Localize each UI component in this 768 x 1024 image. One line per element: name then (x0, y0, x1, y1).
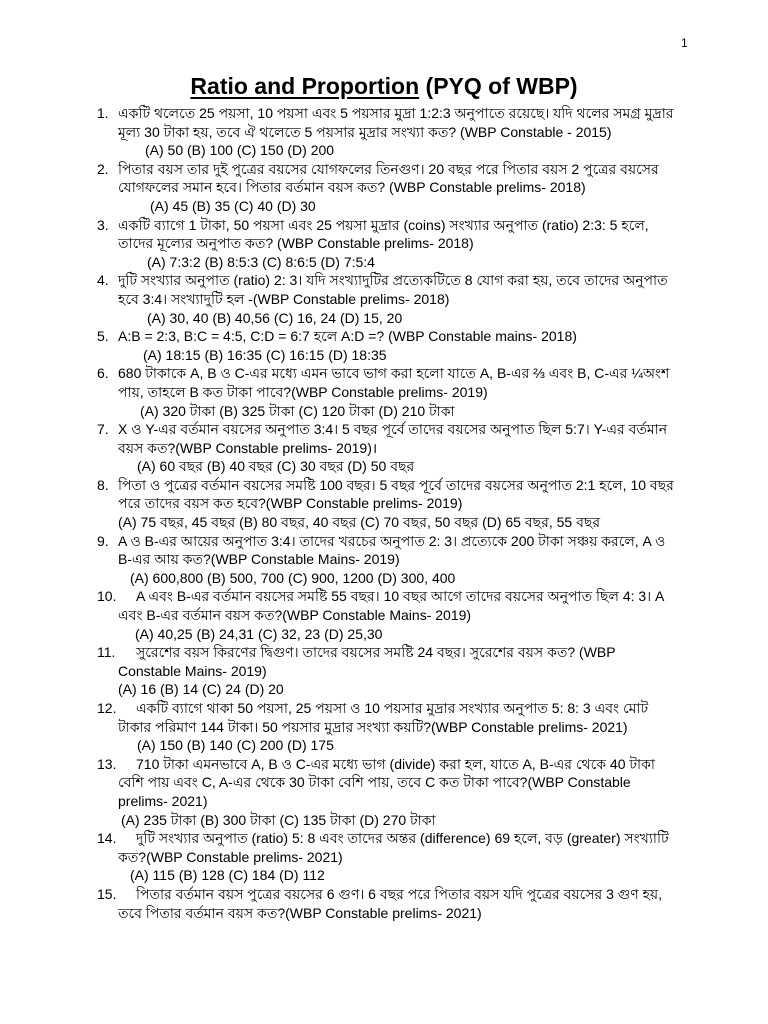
question-number: 10. (97, 588, 117, 605)
page-number: 1 (681, 36, 688, 50)
question-number: 1. (97, 105, 109, 121)
title-main: Ratio and Proportion (190, 73, 420, 99)
question-options: (A) 320 টাকা (B) 325 টাকা (C) 120 টাকা (D) 210 টাকা (140, 402, 455, 419)
question-text: পিতা ও পুত্রের বর্তমান বয়সের সমষ্টি 100 বছর। 5 বছর পূর্বে তাদের বয়সের অনুপাত 2:1 হলে, 10 বছর পরে তাদের বয়স কত হবে?(WBP Constable prelims- 2019) (118, 476, 674, 512)
title-suffix: (PYQ of WBP) (419, 73, 578, 99)
question-text: A এবং B-এর বর্তমান বয়সের সমষ্টি 55 বছর। 10 বছর আগে তাদের বয়সের অনুপাত ছিল 4: 3। A এবং B-এর বর্তমান বয়স কত?(WBP Constable Mains- 2019) (118, 588, 664, 624)
question-item (0, 755, 768, 829)
question-item (0, 699, 768, 755)
question-options: (A) 18:15 (B) 16:35 (C) 16:15 (D) 18:35 (143, 346, 387, 363)
question-text: দুটি সংখ্যার অনুপাত (ratio) 5: 8 এবং তাদের অন্তর (difference) 69 হলে, বড় (greater) সংখ্যাটি কত?(WBP Constable prelims- 2021) (118, 830, 669, 865)
question-item (0, 271, 768, 327)
question-item (0, 327, 768, 364)
question-options: (A) 50 (B) 100 (C) 150 (D) 200 (145, 142, 335, 159)
question-item (0, 160, 768, 216)
question-text: একটি ব্যাগে থাকা 50 পয়সা, 25 পয়সা ও 10 পয়সার মুদ্রার সংখ্যার অনুপাত 5: 8: 3 এবং মোট টাকার পরিমাণ 144 টাকা। 50 পয়সার মুদ্রার সংখ্যা কয়টি?(WBP Constable prelims- 2021) (118, 700, 649, 735)
question-item (0, 829, 768, 885)
question-text: A ও B-এর আয়ের অনুপাত 3:4। তাদের খরচের অনুপাত 2: 3। প্রত্যেকে 200 টাকা সঞ্চয় করলে, A ও B-এর আয় কত?(WBP Constable Mains- 2019) (118, 532, 666, 568)
question-number: 2. (97, 160, 109, 177)
question-text: 680 টাকাকে A, B ও C-এর মধ্যে এমন ভাবে ভাগ করা হলো যাতে A, B-এর ⅔ এবং B, C-এর ¼অংশ পায়, তাহলে B কত টাকা পাবে?(WBP Constable prelims- 2019) (118, 365, 670, 400)
question-options: (A) 45 (B) 35 (C) 40 (D) 30 (150, 197, 316, 214)
question-item (0, 643, 768, 699)
question-text: A:B = 2:3, B:C = 4:5, C:D = 6:7 হলে A:D =? (WBP Constable mains- 2018) (118, 328, 577, 345)
question-number: 6. (97, 365, 109, 382)
question-item (0, 885, 768, 922)
question-list (0, 104, 768, 922)
question-number: 9. (97, 532, 109, 549)
question-options: (A) 30, 40 (B) 40,56 (C) 16, 24 (D) 15, 20 (147, 309, 403, 326)
question-number: 13. (97, 755, 117, 772)
question-options: (A) 60 বছর (B) 40 বছর (C) 30 বছর (D) 50 বছর (137, 458, 415, 475)
question-text: দুটি সংখ্যার অনুপাত (ratio) 2: 3। যদি সংখ্যাদুটির প্রত্যেকটিতে 8 যোগ করা হয়, তবে তাদের অনুপাত হবে 3:4। সংখ্যাদুটি হল -(WBP Constable prelims- 2018) (118, 272, 668, 307)
question-number: 7. (97, 421, 109, 438)
question-item (0, 364, 768, 420)
question-text: X ও Y-এর বর্তমান বয়সের অনুপাত 3:4। 5 বছর পূর্বে তাদের বয়সের অনুপাত ছিল 5:7। Y-এর বর্তমান বয়স কত?(WBP Constable prelims- 2019)। (118, 421, 668, 456)
question-item (0, 104, 768, 160)
question-text: সুরেশের বয়স কিরণের দ্বিগুণ। তাদের বয়সের সমষ্টি 24 বছর। সুরেশের বয়স কত? (WBP Constable Mains- 2019) (118, 644, 616, 679)
question-number: 15. (97, 885, 117, 902)
question-text: পিতার বয়স তার দুই পুত্রের বয়সের যোগফলের তিনগুণ। 20 বছর পরে পিতার বয়স 2 পুত্রের বয়সের যোগফলের সমান হবে। পিতার বর্তমান বয়স কত? (WBP Constable prelims- 2018) (118, 160, 659, 196)
question-options: (A) 7:3:2 (B) 8:5:3 (C) 8:6:5 (D) 7:5:4 (147, 253, 375, 270)
question-item (0, 420, 768, 476)
question-options: (A) 235 টাকা (B) 300 টাকা (C) 135 টাকা (D) 270 টাকা (121, 811, 436, 828)
question-options: (A) 600,800 (B) 500, 700 (C) 900, 1200 (D) 300, 400 (130, 569, 456, 586)
page-title (0, 72, 768, 100)
question-options: (A) 115 (B) 128 (C) 184 (D) 112 (130, 867, 325, 884)
question-options: (A) 150 (B) 140 (C) 200 (D) 175 (137, 737, 334, 754)
question-item (0, 532, 768, 588)
question-text: একটি থলেতে 25 পয়সা, 10 পয়সা এবং 5 পয়সার মুদ্রা 1:2:3 অনুপাতে রয়েছে। যদি থলের সমগ্র মুদ্রার মূল্য 30 টাকা হয়, তবে ঐ থলেতে 5 পয়সার মুদ্রার সংখ্যা কত? (WBP Constable - 2015) (118, 105, 674, 140)
question-number: 5. (97, 328, 109, 345)
question-text: একটি ব্যাগে 1 টাকা, 50 পয়সা এবং 25 পয়সা মুদ্রার (coins) সংখ্যার অনুপাত (ratio) 2:3: 5 হলে, তাদের মূল্যের অনুপাত কত? (WBP Constable prelims- 2018) (118, 216, 649, 252)
question-number: 12. (97, 700, 117, 716)
question-number: 14. (97, 830, 117, 847)
question-options: (A) 40,25 (B) 24,31 (C) 32, 23 (D) 25,30 (135, 625, 383, 642)
question-number: 4. (97, 272, 109, 289)
question-number: 11. (97, 644, 116, 661)
question-item (0, 476, 768, 532)
question-number: 8. (97, 476, 109, 493)
question-number: 3. (97, 216, 109, 233)
question-options: (A) 75 বছর, 45 বছর (B) 80 বছর, 40 বছর (C) 70 বছর, 50 বছর (D) 65 বছর, 55 বছর (118, 514, 601, 531)
question-item (0, 587, 768, 643)
question-text: পিতার বর্তমান বয়স পুত্রের বয়সের 6 গুণ। 6 বছর পরে পিতার বয়স যদি পুত্রের বয়সের 3 গুণ হয়, তবে পিতার বর্তমান বয়স কত?(WBP Constable prelims- 2021) (118, 885, 663, 921)
question-text: 710 টাকা এমনভাবে A, B ও C-এর মধ্যে ভাগ (divide) করা হল, যাতে A, B-এর থেকে 40 টাকা বেশি পায় এবং C, A-এর থেকে 30 টাকা বেশি পায়, তবে C কত টাকা পাবে?(WBP Constable prelims- 2021) (118, 755, 655, 809)
question-item (0, 216, 768, 272)
question-options: (A) 16 (B) 14 (C) 24 (D) 20 (118, 681, 284, 698)
